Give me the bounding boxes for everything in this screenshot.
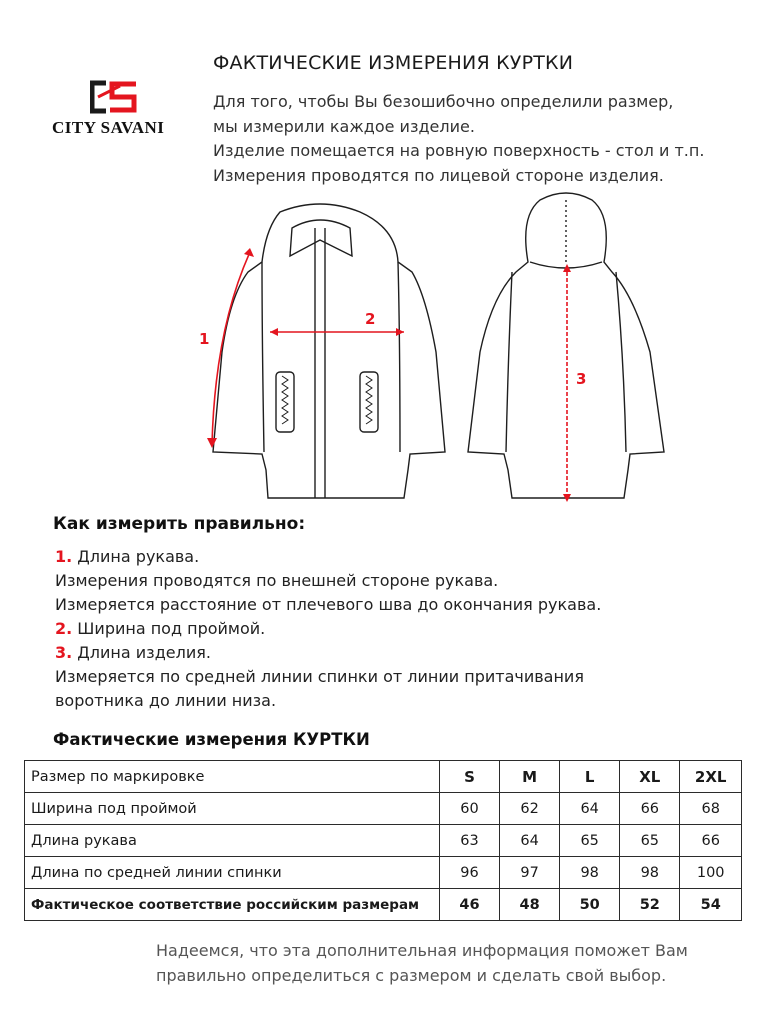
table-cell: 100 — [680, 857, 742, 889]
table-cell: 46 — [439, 889, 499, 921]
jacket-back-drawing — [468, 193, 664, 498]
howto-item: Измерения проводятся по внешней стороне рукава. — [55, 571, 499, 590]
jacket-front-drawing — [213, 204, 445, 498]
howto-title: Как измерить правильно: — [53, 514, 306, 534]
row-label: Ширина под проймой — [25, 793, 440, 825]
brand-name: CITY SAVANI — [52, 118, 165, 137]
table-row — [25, 825, 742, 857]
row-label: Длина рукава — [25, 825, 440, 857]
howto-item: Измеряется расстояние от плечевого шва до окончания рукава. — [55, 595, 602, 614]
table-row — [25, 793, 742, 825]
footer-line: Надеемся, что эта дополнительная информация поможет Вам — [156, 941, 688, 960]
size-header-cell: 2XL — [680, 761, 742, 793]
table-cell: 96 — [439, 857, 499, 889]
table-cell: 65 — [560, 825, 620, 857]
measure-label-2: 2 — [365, 310, 376, 328]
measure-label-1: 1 — [199, 330, 210, 348]
table-cell: 50 — [560, 889, 620, 921]
brand-logo — [52, 80, 182, 138]
table-cell: 64 — [500, 825, 560, 857]
brand-logo-mark-icon — [90, 80, 140, 114]
measure-label-3: 3 — [576, 370, 587, 388]
intro-line: Изделие помещается на ровную поверхность - стол и т.п. — [213, 141, 705, 160]
howto-item: воротника до линии низа. — [55, 691, 277, 710]
howto-item: 3. Длина изделия. — [55, 643, 211, 662]
intro-text — [213, 90, 758, 188]
footer-line: правильно определиться с размером и сделать свой выбор. — [156, 966, 667, 985]
table-cell: 68 — [680, 793, 742, 825]
table-row — [25, 857, 742, 889]
table-cell: 98 — [560, 857, 620, 889]
table-cell: 64 — [560, 793, 620, 825]
table-row-russian-sizes — [25, 889, 742, 921]
intro-line: мы измерили каждое изделие. — [213, 116, 475, 136]
size-header-cell: XL — [620, 761, 680, 793]
table-cell: 97 — [500, 857, 560, 889]
size-table — [24, 760, 742, 921]
size-header-cell: S — [439, 761, 499, 793]
howto-list — [55, 545, 745, 713]
howto-item: 1. Длина рукава. — [55, 547, 200, 566]
table-cell: 54 — [680, 889, 742, 921]
table-cell: 52 — [620, 889, 680, 921]
size-header-cell: M — [500, 761, 560, 793]
table-header-label: Размер по маркировке — [25, 761, 440, 793]
table-cell: 48 — [500, 889, 560, 921]
table-cell: 65 — [620, 825, 680, 857]
jacket-diagram — [0, 185, 766, 515]
size-header-cell: L — [560, 761, 620, 793]
page-title: ФАКТИЧЕСКИЕ ИЗМЕРЕНИЯ КУРТКИ — [213, 52, 574, 74]
table-cell: 66 — [620, 793, 680, 825]
table-cell: 98 — [620, 857, 680, 889]
table-cell: 66 — [680, 825, 742, 857]
table-header-row — [25, 761, 742, 793]
table-title: Фактические измерения КУРТКИ — [53, 730, 370, 749]
table-cell: 60 — [439, 793, 499, 825]
row-label: Фактическое соответствие российским размерам — [25, 889, 440, 921]
intro-line: Измерения проводятся по лицевой стороне изделия. — [213, 165, 664, 185]
row-label: Длина по средней линии спинки — [25, 857, 440, 889]
howto-item: 2. Ширина под проймой. — [55, 619, 266, 638]
footer-note — [156, 938, 756, 988]
intro-line: Для того, чтобы Вы безошибочно определили размер, — [213, 92, 674, 111]
table-cell: 63 — [439, 825, 499, 857]
howto-item: Измеряется по средней линии спинки от линии притачивания — [55, 667, 584, 686]
table-cell: 62 — [500, 793, 560, 825]
